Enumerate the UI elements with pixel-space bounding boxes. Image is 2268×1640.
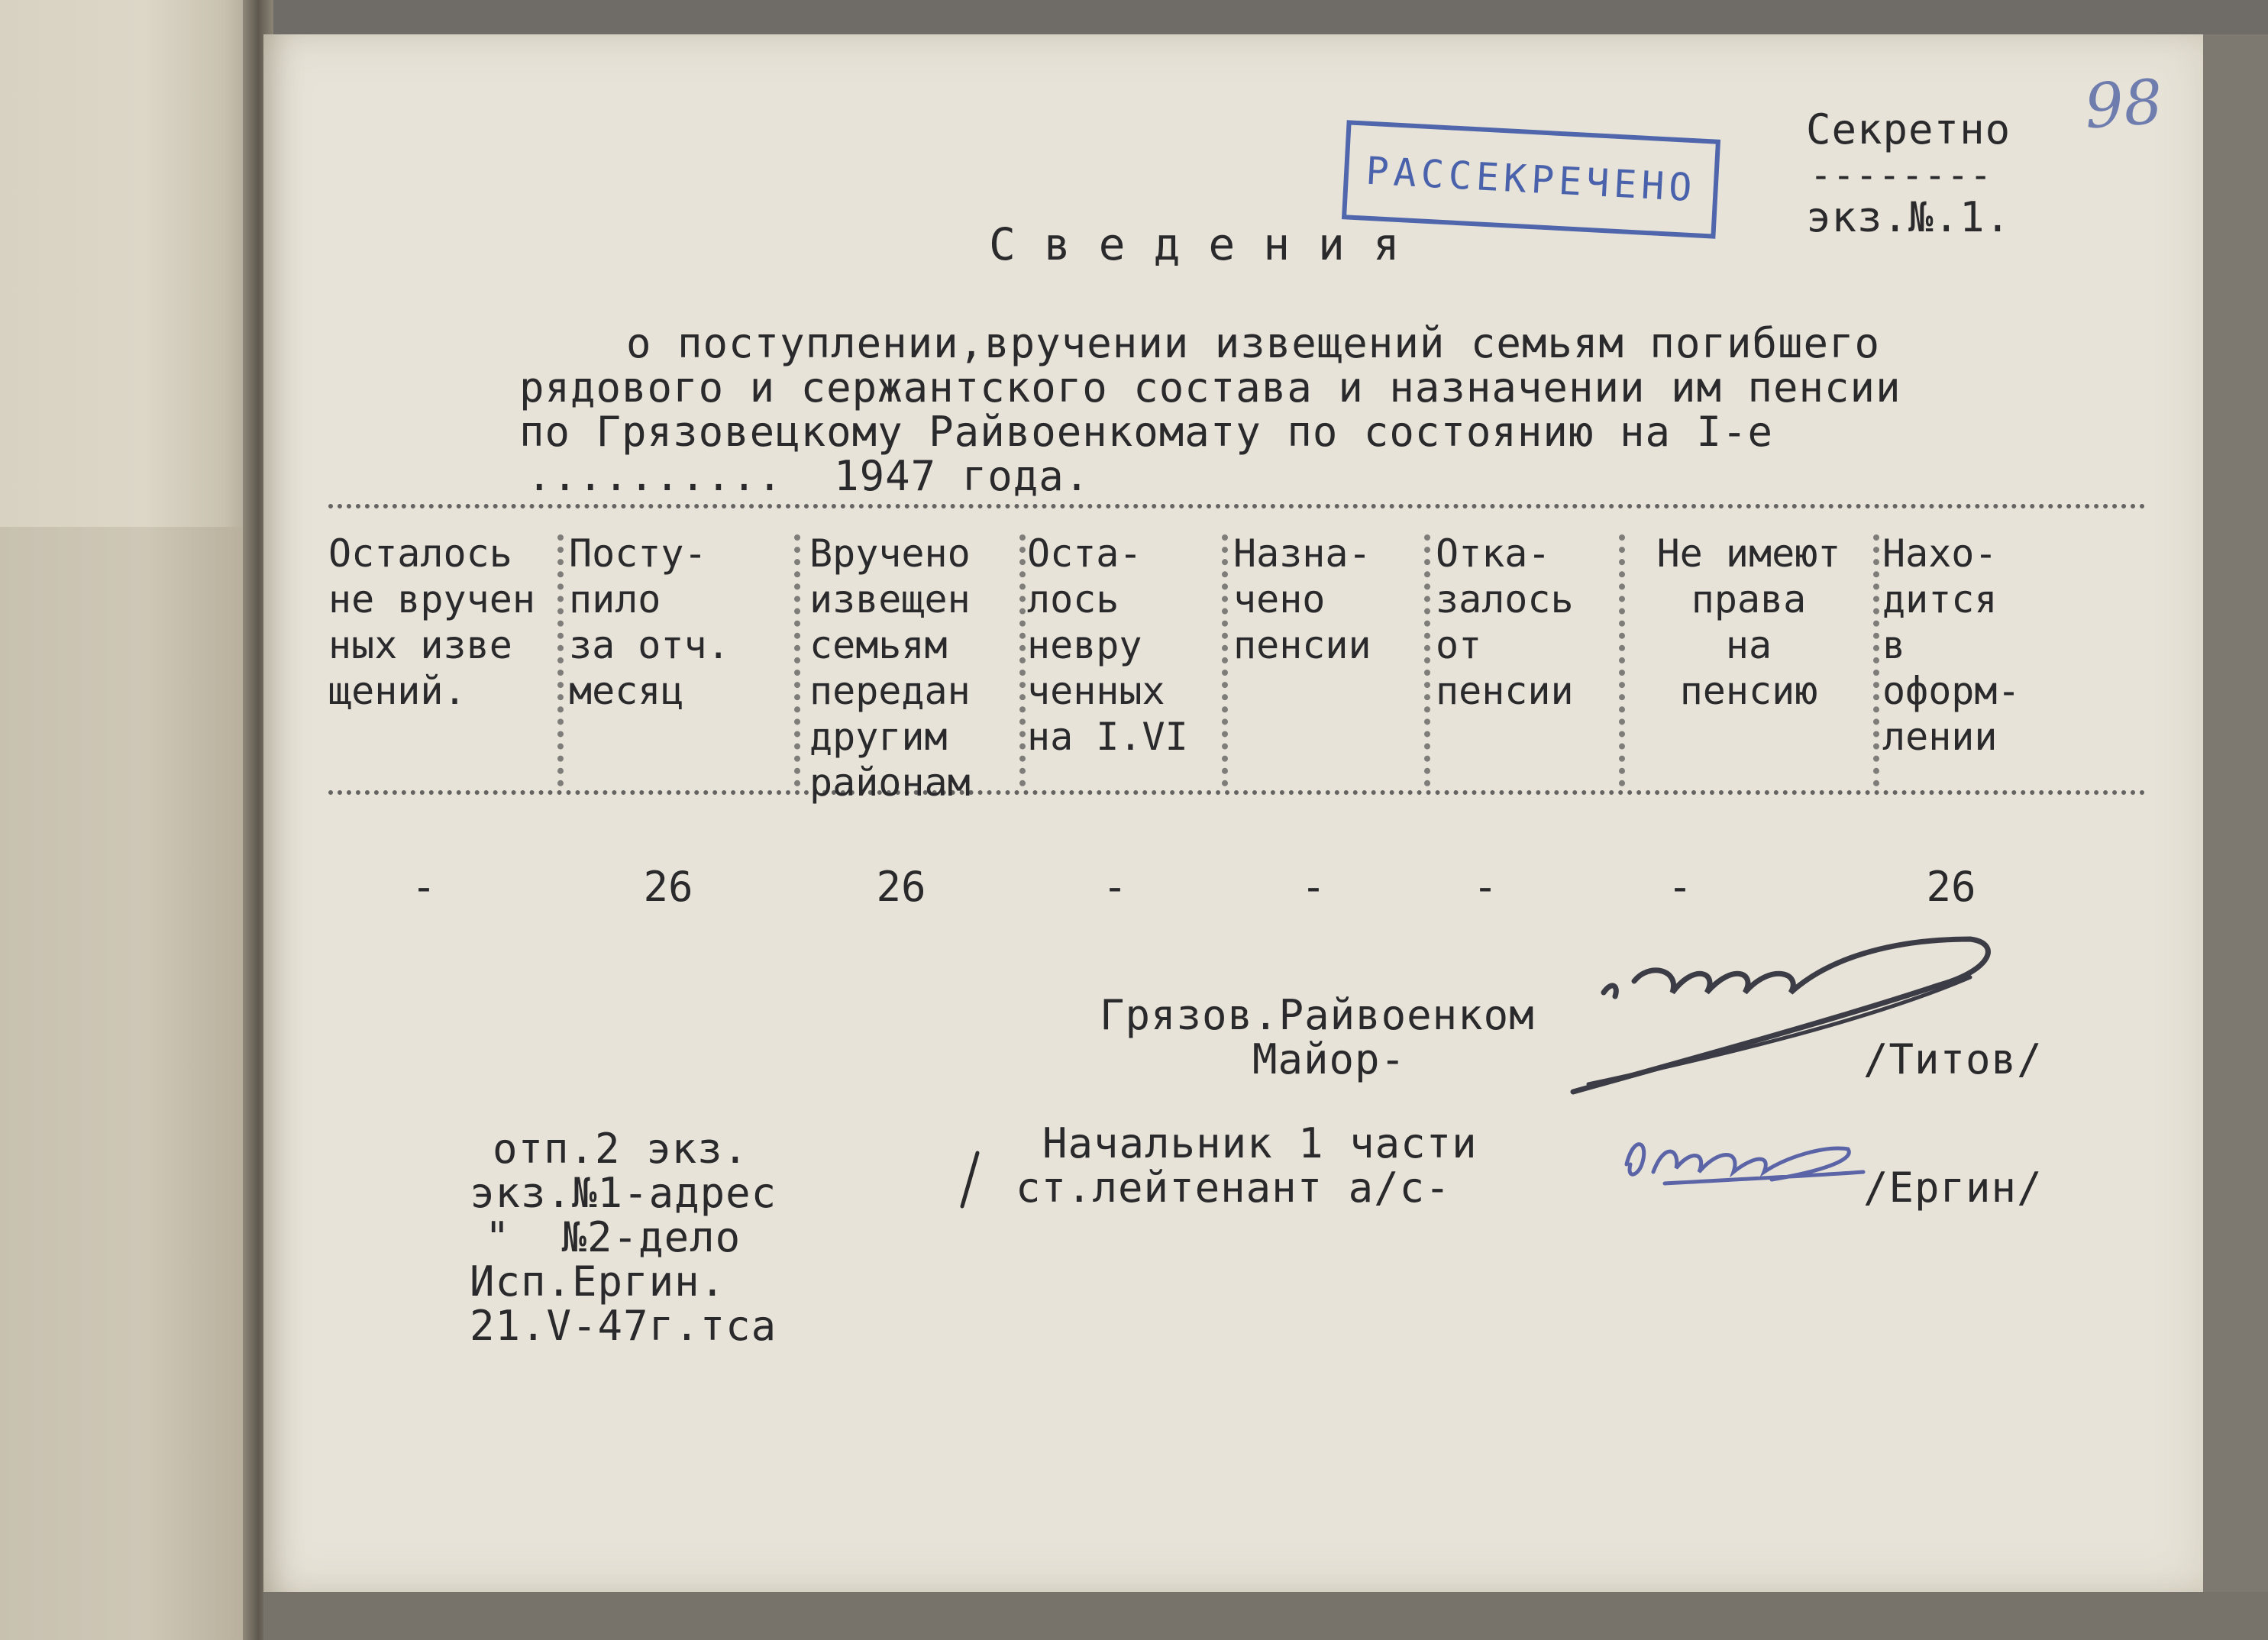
copy-number: экз.№.1. [1806, 193, 2011, 241]
column-header: Оста- лось невру ченных на I.VI [1027, 531, 1188, 759]
subtitle-line-3: по Грязовецкому Райвоенкомату по состоянию на I-е [519, 408, 1774, 456]
table-cell-value: - [1472, 863, 1498, 911]
table-cell-value: - [411, 863, 437, 911]
column-header: Посту- пило за отч. месяц [569, 531, 730, 713]
subtitle-line-2: рядового и сержантского состава и назначении им пенсии [519, 363, 1901, 412]
table-rule-top [328, 504, 2146, 525]
chief-name: /Ергин/ [1863, 1164, 2043, 1212]
column-separator [1019, 534, 1026, 786]
column-separator [1873, 534, 1879, 786]
folio-number: 98 [2082, 66, 2165, 143]
signature-ergin [1619, 1119, 1879, 1218]
footer-line: отп.2 экз. [493, 1125, 749, 1173]
page-edge [2203, 34, 2268, 1640]
column-separator [794, 534, 800, 786]
margin-mark [955, 1145, 985, 1214]
column-header: Назна- чено пенсии [1233, 531, 1371, 667]
voenkom-rank: Майор- [1252, 1035, 1407, 1083]
column-header: Осталось не вручен ных изве щений. [328, 531, 535, 713]
table-rule-bottom [328, 790, 2146, 812]
classification-label: Секретно [1806, 105, 2011, 153]
column-separator [557, 534, 564, 786]
column-separator [1222, 534, 1228, 786]
document-title: С в е д е н и я [989, 218, 1401, 270]
column-header: Нахо- дится в оформ- лении [1882, 531, 2021, 759]
subtitle-line-1: о поступлении,вручении извещений семьям погибшего [626, 319, 1881, 367]
table-cell-value: - [1102, 863, 1128, 911]
footer-line: 21.V-47г.тса [470, 1302, 777, 1350]
column-separator [1424, 534, 1430, 786]
column-header: Отка- залось от пенсии [1436, 531, 1574, 713]
left-page-shadow [0, 527, 244, 1640]
classification-underline: -------- [1810, 154, 1993, 197]
subtitle-line-4: .......... 1947 года. [527, 452, 1090, 500]
signature-titov [1543, 909, 2016, 1107]
footer-line: " №2-дело [485, 1213, 741, 1261]
footer-line: Исп.Ергин. [470, 1257, 726, 1306]
footer-line: экз.№1-адрес [470, 1169, 777, 1217]
table-cell-value: - [1667, 863, 1693, 911]
declassified-stamp: РАССЕКРЕЧЕНО [1342, 120, 1720, 238]
table-cell-value: 26 [1926, 863, 1976, 911]
column-separator [1619, 534, 1625, 786]
voenkom-title: Грязов.Райвоенком [1100, 991, 1535, 1039]
column-header: Вручено извещен семьям передан другим районам [809, 531, 971, 805]
chief-rank: ст.лейтенант а/с- [1016, 1164, 1451, 1212]
voenkom-name: /Титов/ [1863, 1035, 2043, 1083]
table-cell-value: 26 [876, 863, 926, 911]
page-edge-bottom [263, 1592, 2268, 1640]
column-header: Не имеют права на пенсию [1656, 531, 1841, 713]
chief-title: Начальник 1 части [1042, 1119, 1478, 1167]
table-cell-value: - [1300, 863, 1326, 911]
table-cell-value: 26 [643, 863, 693, 911]
